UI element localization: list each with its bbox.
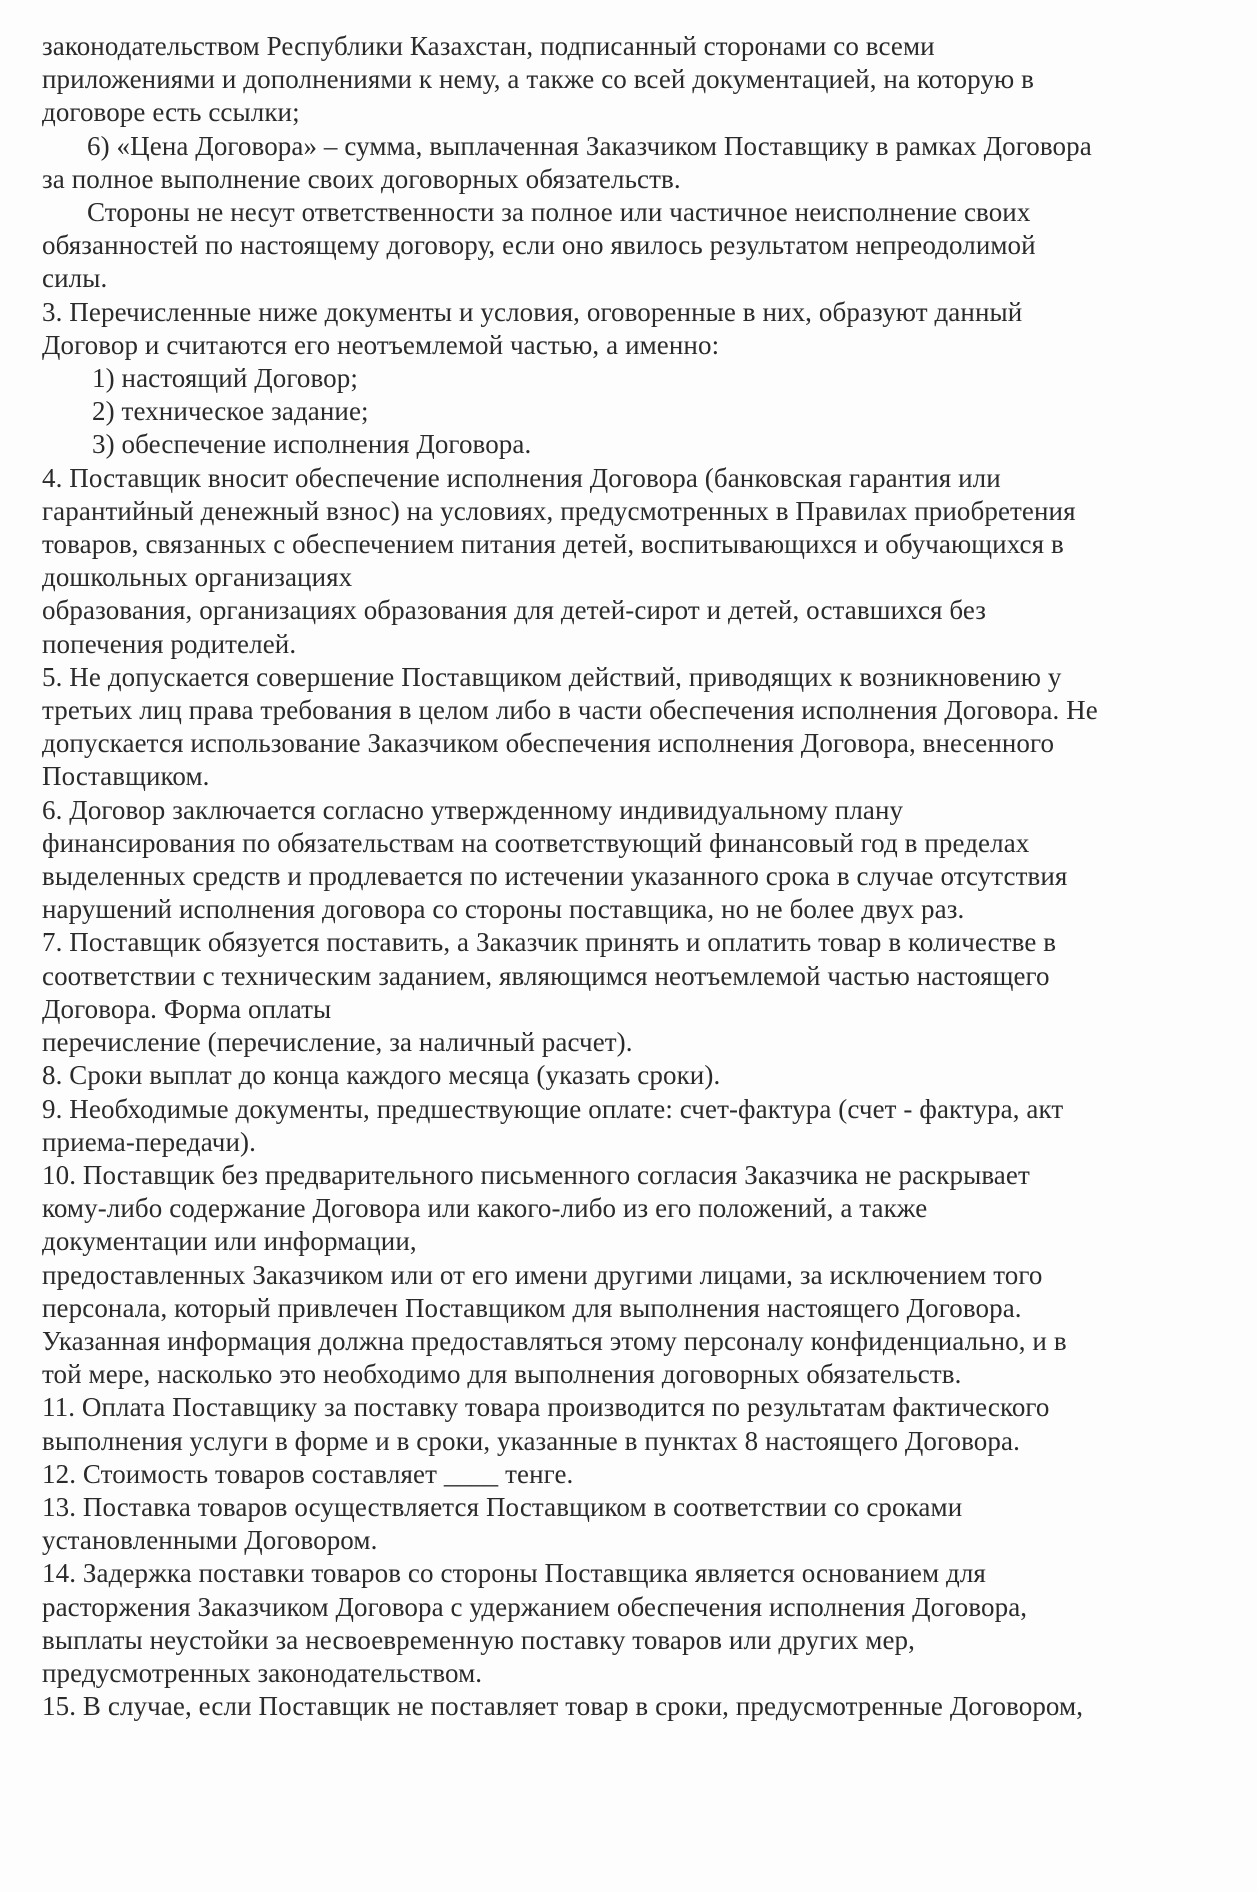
document-line: документации или информации, bbox=[42, 1226, 417, 1257]
document-line: Договора. Форма оплаты bbox=[42, 993, 332, 1024]
document-line: Поставщиком. bbox=[42, 761, 210, 792]
document-line: приема-передачи). bbox=[42, 1126, 256, 1157]
document-line: допускается использование Заказчиком обеспечения исполнения Договора, внесенного bbox=[42, 728, 1055, 759]
document-line: выделенных средств и продлевается по истечении указанного срока в случае отсутствия bbox=[42, 861, 1068, 892]
document-line: попечения родителей. bbox=[42, 628, 297, 659]
document-line: 13. Поставка товаров осуществляется Поставщиком в соответствии со сроками bbox=[42, 1491, 963, 1522]
document-line: Указанная информация должна предоставляться этому персоналу конфиденциально, и в bbox=[42, 1325, 1067, 1356]
document-line: 2) техническое задание; bbox=[92, 396, 369, 427]
document-line: обязанностей по настоящему договору, если оно явилось результатом непреодолимой bbox=[42, 230, 1036, 261]
document-line: 9. Необходимые документы, предшествующие оплате: счет-фактура (счет - фактура, акт bbox=[42, 1093, 1064, 1124]
document-line: выполнения услуги в форме и в сроки, указанные в пунктах 8 настоящего Договора. bbox=[42, 1425, 1020, 1456]
document-line: предоставленных Заказчиком или от его имени другими лицами, за исключением того bbox=[42, 1259, 1043, 1290]
document-line: 6. Договор заключается согласно утвержденному индивидуальному плану bbox=[42, 794, 904, 825]
document-line: 11. Оплата Поставщику за поставку товара производится по результатам фактического bbox=[42, 1392, 1050, 1423]
document-line: 7. Поставщик обязуется поставить, а Заказчик принять и оплатить товар в количестве в bbox=[42, 927, 1057, 958]
document-line: соответствии с техническим заданием, являющимся неотъемлемой частью настоящего bbox=[42, 960, 1050, 991]
document-line: персонала, который привлечен Поставщиком для выполнения настоящего Договора. bbox=[42, 1292, 1022, 1323]
document-line: гарантийный денежный взнос) на условиях, предусмотренных в Правилах приобретения bbox=[42, 495, 1076, 526]
document-line: 4. Поставщик вносит обеспечение исполнения Договора (банковская гарантия или bbox=[42, 462, 1001, 493]
document-body bbox=[42, 30, 1222, 1723]
document-line: 8. Сроки выплат до конца каждого месяца (указать сроки). bbox=[42, 1060, 721, 1091]
document-line: перечисление (перечисление, за наличный расчет). bbox=[42, 1027, 633, 1058]
document-line: финансирования по обязательствам на соответствующий финансовый год в пределах bbox=[42, 827, 1030, 858]
document-line: Договор и считаются его неотъемлемой частью, а именно: bbox=[42, 329, 720, 360]
document-line: приложениями и дополнениями к нему, а также со всей документацией, на которую в bbox=[42, 64, 1034, 95]
document-line: Стороны не несут ответственности за полное или частичное неисполнение своих bbox=[87, 197, 1031, 228]
document-line: 3) обеспечение исполнения Договора. bbox=[92, 429, 532, 460]
document-line: договоре есть ссылки; bbox=[42, 97, 300, 128]
document-line: дошкольных организациях bbox=[42, 562, 353, 593]
document-line: за полное выполнение своих договорных обязательств. bbox=[42, 163, 681, 194]
document-line: 12. Стоимость товаров составляет ____ тенге. bbox=[42, 1458, 574, 1489]
document-line: той мере, насколько это необходимо для выполнения договорных обязательств. bbox=[42, 1359, 962, 1390]
document-line: 15. В случае, если Поставщик не поставляет товар в сроки, предусмотренные Договором, bbox=[42, 1691, 1084, 1722]
document-line: образования, организациях образования для детей-сирот и детей, оставшихся без bbox=[42, 595, 987, 626]
document-line: 1) настоящий Договор; bbox=[92, 363, 358, 394]
document-line: установленными Договором. bbox=[42, 1525, 378, 1556]
document-line: расторжения Заказчиком Договора с удержанием обеспечения исполнения Договора, bbox=[42, 1591, 1028, 1622]
document-line: 14. Задержка поставки товаров со стороны Поставщика является основанием для bbox=[42, 1558, 986, 1589]
document-line: 5. Не допускается совершение Поставщиком действий, приводящих к возникновению у bbox=[42, 661, 1062, 692]
document-line: нарушений исполнения договора со стороны поставщика, но не более двух раз. bbox=[42, 894, 965, 925]
document-line: 3. Перечисленные ниже документы и условия, оговоренные в них, образуют данный bbox=[42, 296, 1023, 327]
document-line: кому-либо содержание Договора или какого-либо из его положений, а также bbox=[42, 1193, 928, 1224]
document-line: законодательством Республики Казахстан, подписанный сторонами со всеми bbox=[42, 31, 935, 61]
document-line: 6) «Цена Договора» – сумма, выплаченная Заказчиком Поставщику в рамках Договора bbox=[87, 130, 1092, 161]
document-line: силы. bbox=[42, 263, 108, 294]
document-line: 10. Поставщик без предварительного письменного согласия Заказчика не раскрывает bbox=[42, 1159, 1030, 1190]
document-line: третьих лиц права требования в целом либо в части обеспечения исполнения Договора. Не bbox=[42, 695, 1098, 726]
document-line: выплаты неустойки за несвоевременную поставку товаров или других мер, bbox=[42, 1624, 915, 1655]
document-line: товаров, связанных с обеспечением питания детей, воспитывающихся и обучающихся в bbox=[42, 529, 1064, 560]
document-line: предусмотренных законодательством. bbox=[42, 1657, 483, 1688]
